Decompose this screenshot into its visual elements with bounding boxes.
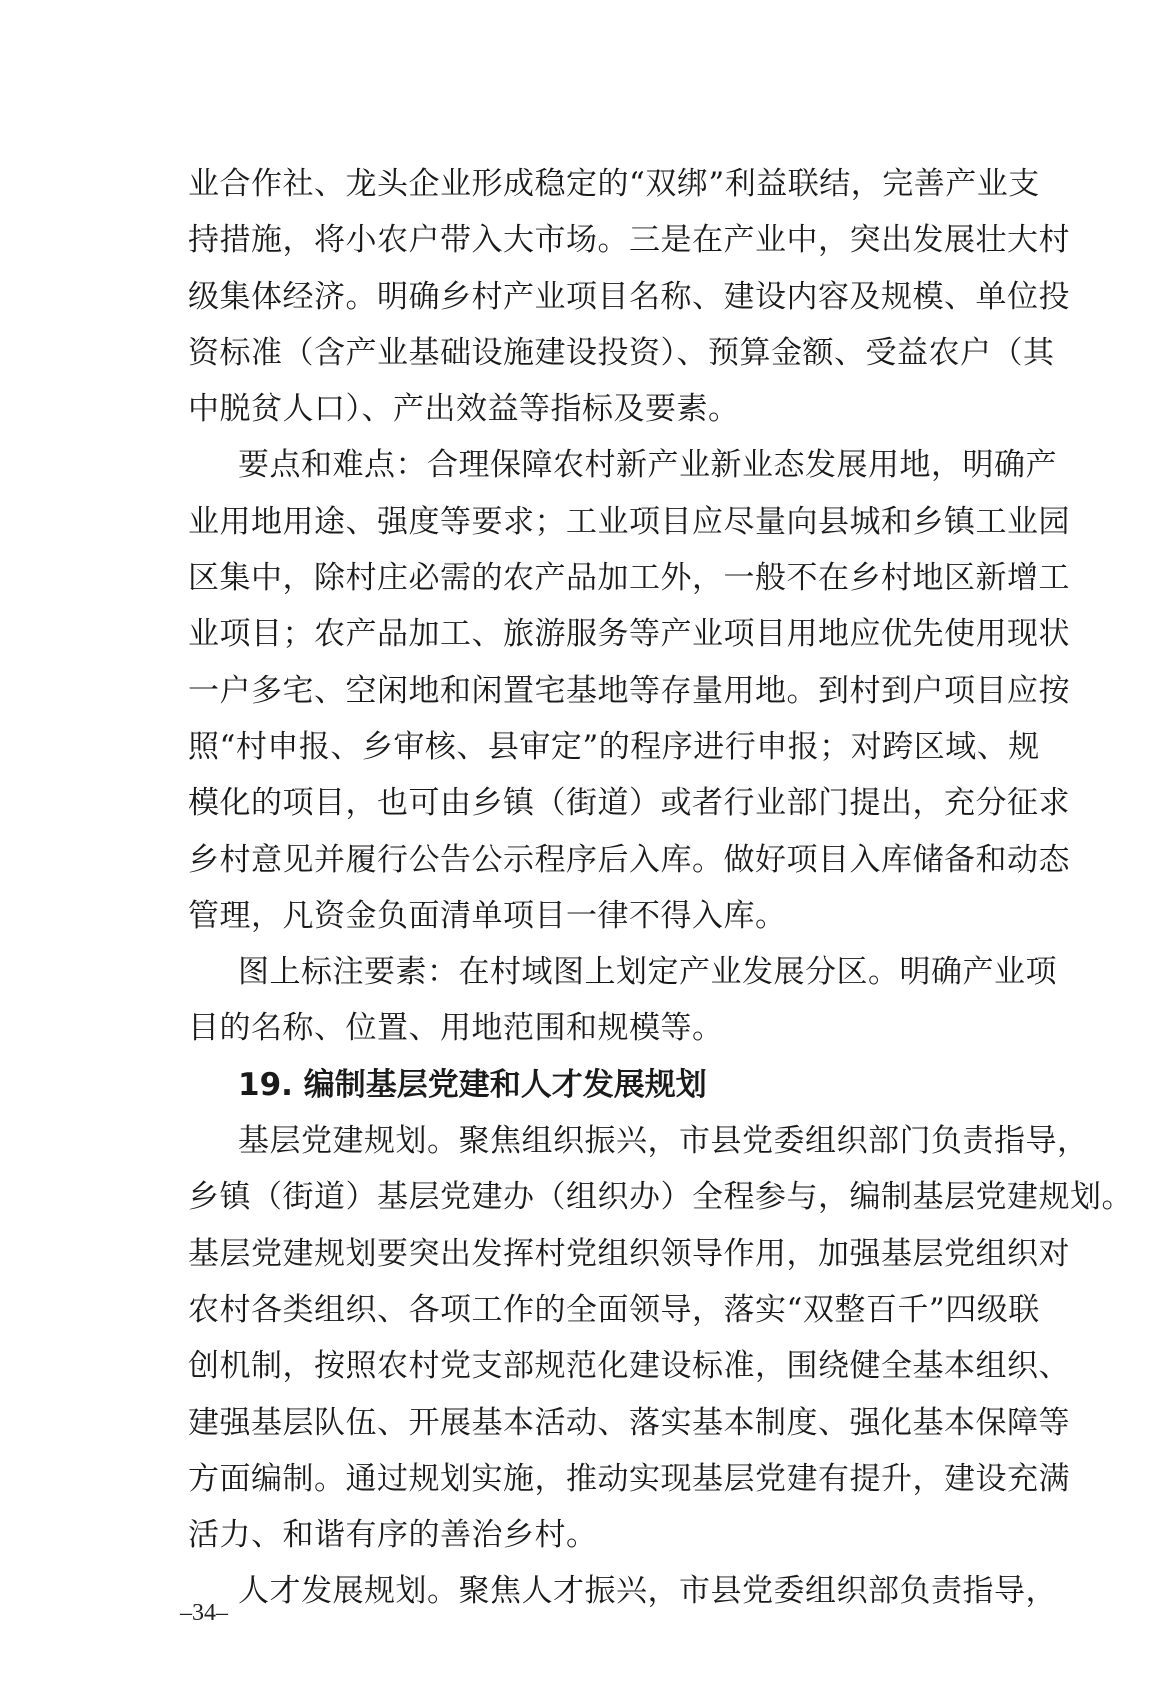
text-line: 乡镇（街道）基层党建办（组织办）全程参与，编制基层党建规划。	[188, 1179, 1133, 1216]
text-line: 中脱贫人口）、产出效益等指标及要素。	[188, 391, 740, 428]
text-line: 方面编制。通过规划实施，推动实现基层党建有提升，建设充满	[188, 1460, 1070, 1497]
text-line: 业项目；农产品加工、旅游服务等产业项目用地应优先使用现状	[188, 616, 1070, 653]
text-line: 管理，凡资金负面清单项目一律不得入库。	[188, 897, 787, 934]
text-line: 建强基层队伍、开展基本活动、落实基本制度、强化基本保障等	[188, 1404, 1070, 1441]
text-line: 基层党建规划要突出发挥村党组织领导作用，加强基层党组织对	[188, 1235, 1070, 1272]
text-line: 基层党建规划。聚焦组织振兴，市县党委组织部门负责指导，	[238, 1123, 1089, 1160]
text-line: 图上标注要素：在村域图上划定产业发展分区。明确产业项	[238, 954, 1057, 991]
text-line: 活力、和谐有序的善治乡村。	[188, 1517, 598, 1554]
text-line: 级集体经济。明确乡村产业项目名称、建设内容及规模、单位投	[188, 278, 1070, 315]
text-line: 乡村意见并履行公告公示程序后入库。做好项目入库储备和动态	[188, 841, 1070, 878]
document-body	[188, 156, 1133, 1620]
text-line: 模化的项目，也可由乡镇（街道）或者行业部门提出，充分征求	[188, 785, 1070, 822]
paragraph-talent-development	[188, 1563, 1057, 1619]
text-line: 持措施，将小农户带入大市场。三是在产业中，突出发展壮大村	[188, 222, 1070, 259]
text-line: 业合作社、龙头企业形成稳定的“双绑”利益联结，完善产业支	[188, 166, 1040, 202]
text-line: 资标准（含产业基础设施建设投资）、预算金额、受益农户（其	[188, 334, 1055, 371]
paragraph-map-annotation	[188, 944, 1057, 1057]
text-line: 要点和难点：合理保障农村新产业新业态发展用地，明确产	[238, 447, 1057, 484]
section-heading: 19. 编制基层党建和人才发展规划	[238, 1066, 707, 1103]
paragraph-key-points	[188, 437, 1070, 944]
paragraph-industry-cooperation	[188, 156, 1070, 437]
text-line: 照“村申报、乡审核、县审定”的程序进行申报；对跨区域、规	[188, 728, 1040, 765]
text-line: 人才发展规划。聚焦人才振兴，市县党委组织部负责指导，	[238, 1573, 1057, 1610]
text-line: 目的名称、位置、用地范围和规模等。	[188, 1010, 724, 1047]
text-line: 业用地用途、强度等要求；工业项目应尽量向县城和乡镇工业园	[188, 503, 1070, 540]
text-line: 区集中，除村庄必需的农产品加工外，一般不在乡村地区新增工	[188, 560, 1070, 597]
paragraph-party-building	[188, 1113, 1133, 1563]
page-number: –34–	[180, 1600, 228, 1626]
text-line: 农村各类组织、各项工作的全面领导，落实“双整百千”四级联	[188, 1291, 1040, 1328]
text-line: 创机制，按照农村党支部规范化建设标准，围绕健全基本组织、	[188, 1348, 1070, 1385]
text-line: 一户多宅、空闲地和闲置宅基地等存量用地。到村到户项目应按	[188, 672, 1070, 709]
